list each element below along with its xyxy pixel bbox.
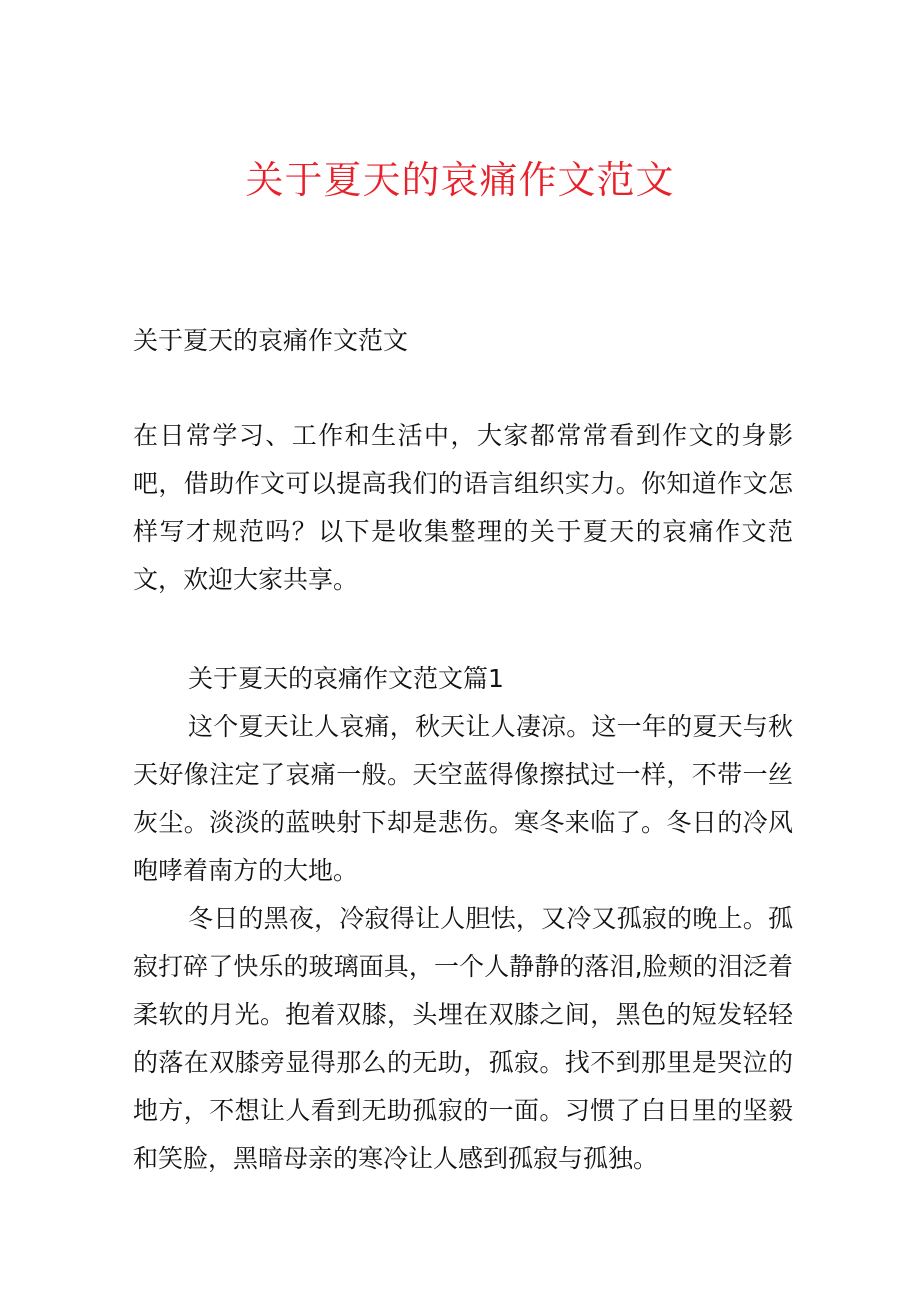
section-heading: 关于夏天的哀痛作文范文篇1 [188,664,504,693]
document-subtitle: 关于夏天的哀痛作文范文 [133,326,409,355]
body-paragraph-2: 冬日的黑夜，冷寂得让人胆怯，又冷又孤寂的晚上。孤寂打碎了快乐的玻璃面具，一个人静静的落泪,脸颊的泪泛着柔软的月光。抱着双膝，头埋在双膝之间，黑色的短发轻轻的落在双膝旁显得那么的无助，孤寂。找不到那里是哭泣的地方，不想让人看到无助孤寂的一面。习惯了白日里的坚毅和笑脸，黑暗母亲的寒冷让人感到孤寂与孤独。 [133,904,793,1173]
document-title: 关于夏天的哀痛作文范文 [245,158,675,202]
intro-paragraph: 在日常学习、工作和生活中，大家都常常看到作文的身影吧，借助作文可以提高我们的语言组织实力。你知道作文怎样写才规范吗？以下是收集整理的关于夏天的哀痛作文范文，欢迎大家共享。 [133,421,793,594]
body-paragraph-1: 这个夏天让人哀痛，秋天让人凄凉。这一年的夏天与秋天好像注定了哀痛一般。天空蓝得像擦拭过一样，不带一丝灰尘。淡淡的蓝映射下却是悲伤。寒冬来临了。冬日的冷风咆哮着南方的大地。 [133,712,793,885]
